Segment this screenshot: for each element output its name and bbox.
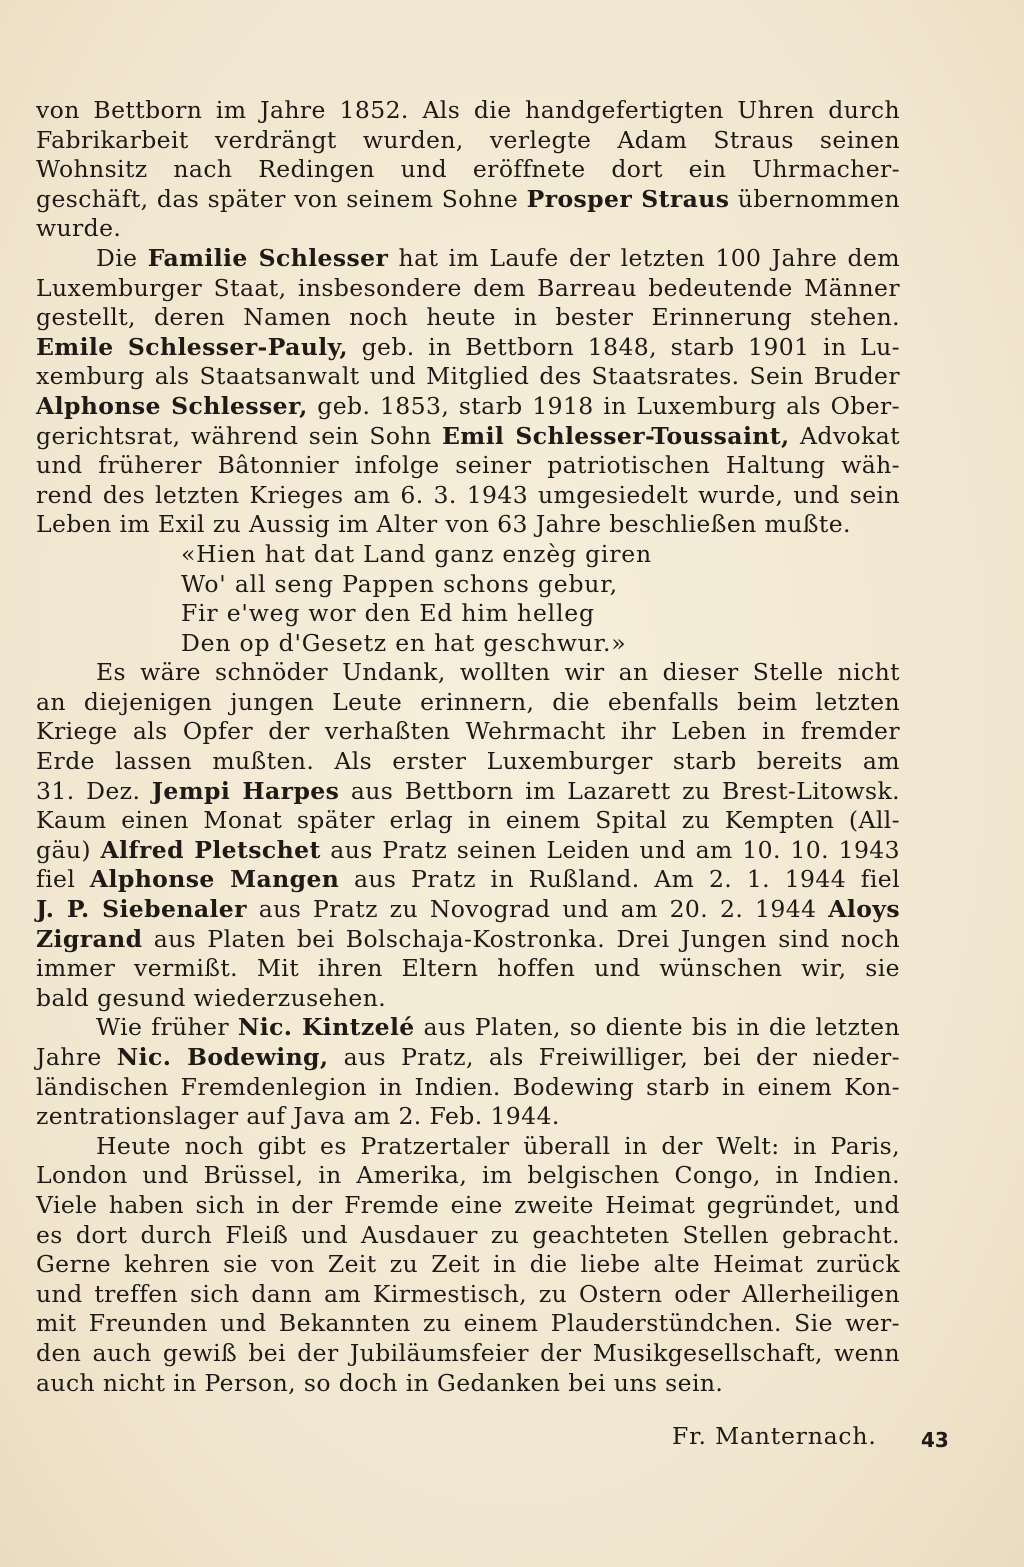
person-name: Nic. Bodewing, — [116, 1043, 329, 1071]
text-run: aus Pratz zu Novograd und am 20. 2. 1944 — [246, 895, 829, 924]
person-name: Emile Schlesser-Pauly, — [36, 332, 348, 361]
text-line — [36, 333, 900, 363]
text-line: xemburg als Staatsanwalt und Mitglied des Staatsrates. Sein Bruder — [36, 362, 900, 391]
person-name: J. P. Siebenaler — [36, 895, 247, 924]
text-run: aus Pratz, als Freiwilliger, bei der nieder- — [328, 1043, 900, 1071]
text-line: auch nicht in Person, so doch in Gedanken bei uns sein. — [36, 1368, 724, 1397]
text-line — [36, 895, 900, 925]
text-line: Fabrikarbeit verdrängt wurden, verlegte Adam Straus seinen — [36, 125, 900, 154]
text-line: ländischen Fremdenlegion in Indien. Bodewing starb in einem Kon- — [36, 1072, 900, 1101]
text-line — [36, 836, 900, 866]
text-line: es dort durch Fleiß und Ausdauer zu geachteten Stellen gebracht. — [36, 1220, 900, 1249]
text-run: aus Platen bei Bolschaja-Kostronka. Drei Jungen sind noch — [142, 924, 900, 953]
text-line — [36, 777, 900, 807]
text-line: immer vermißt. Mit ihren Eltern hoffen und wünschen wir, sie — [36, 954, 900, 983]
text-run: Jahre — [36, 1043, 117, 1071]
person-name: Emil Schlesser-Toussaint, — [442, 421, 790, 450]
text-run: geb. in Bettborn 1848, starb 1901 in Lu- — [347, 332, 900, 361]
text-line: mit Freunden und Bekannten zu einem Plauderstündchen. Sie wer- — [36, 1309, 900, 1338]
text-line: von Bettborn im Jahre 1852. Als die handgefertigten Uhren durch — [36, 96, 900, 124]
text-line: Viele haben sich in der Fremde eine zweite Heimat gegründet, und — [36, 1190, 900, 1219]
poem-line: Den op d'Gesetz en hat geschwur.» — [181, 628, 627, 657]
person-name: Alfred Pletschet — [100, 835, 321, 864]
text-line: Kaum einen Monat später erlag in einem Spital zu Kempten (All- — [36, 806, 900, 835]
text-run: 31. Dez. — [36, 776, 152, 805]
text-run: aus Pratz seinen Leiden und am 10. 10. 1943 — [320, 835, 900, 864]
poem-line: Wo' all seng Pappen schons gebur, — [181, 569, 618, 598]
text-line: Heute noch gibt es Pratzertaler überall in der Welt: in Paris, — [96, 1131, 900, 1160]
text-run: Wie früher — [96, 1013, 238, 1042]
person-name: Prosper Straus — [526, 184, 730, 213]
page-number: 43 — [921, 1428, 949, 1452]
text-line: rend des letzten Krieges am 6. 3. 1943 umgesiedelt wurde, und sein — [36, 480, 900, 509]
text-line: Kriege als Opfer der verhaßten Wehrmacht ihr Leben in fremder — [36, 717, 900, 746]
text-line: zentrationslager auf Java am 2. Feb. 1944. — [36, 1102, 560, 1131]
text-run: geschäft, das später von seinem Sohne — [36, 184, 527, 213]
author-signature: Fr. Manternach. — [672, 1422, 877, 1450]
text-run: Advokat — [789, 421, 900, 450]
text-line — [36, 185, 900, 215]
text-line: und treffen sich dann am Kirmestisch, zu Ostern oder Allerheiligen — [36, 1279, 900, 1308]
text-run: hat im Laufe der letzten 100 Jahre dem — [388, 243, 900, 272]
text-line: Erde lassen mußten. Als erster Luxemburger starb bereits am — [36, 747, 900, 776]
text-line — [36, 244, 900, 274]
text-run: übernommen — [729, 184, 900, 213]
family-name: Familie Schlesser — [147, 243, 389, 272]
text-line — [36, 1043, 900, 1073]
text-line: den auch gewiß bei der Jubiläumsfeier der Musikgesellschaft, wenn — [36, 1338, 900, 1367]
text-run: fiel — [36, 865, 90, 894]
text-line: Gerne kehren sie von Zeit zu Zeit in die liebe alte Heimat zurück — [36, 1250, 900, 1279]
text-run: aus Bettborn im Lazarett zu Brest-Litowsk. — [339, 776, 901, 805]
text-run: geb. 1853, starb 1918 in Luxemburg als Ober- — [307, 391, 900, 420]
text-line — [36, 925, 900, 955]
text-line: Leben im Exil zu Aussig im Alter von 63 Jahre beschließen mußte. — [36, 510, 851, 539]
text-line: gestellt, deren Namen noch heute in bester Erinnerung stehen. — [36, 303, 900, 332]
text-line — [36, 392, 900, 422]
poem-line: Fir e'weg wor den Ed him helleg — [181, 599, 595, 628]
person-name: Aloys — [828, 895, 900, 924]
text-line — [36, 1013, 900, 1043]
person-name: Zigrand — [36, 924, 143, 953]
text-run: aus Pratz in Rußland. Am 2. 1. 1944 fiel — [339, 865, 900, 894]
text-run: gerichtsrat, während sein Sohn — [36, 421, 442, 450]
text-line: Luxemburger Staat, insbesondere dem Barreau bedeutende Männer — [36, 273, 900, 302]
text-line: bald gesund wiederzusehen. — [36, 983, 387, 1012]
text-line: an diejenigen jungen Leute erinnern, die ebenfalls beim letzten — [36, 687, 900, 716]
person-name: Alphonse Schlesser, — [36, 391, 308, 420]
poem-line: «Hien hat dat Land ganz enzèg giren — [181, 539, 652, 568]
person-name: Nic. Kintzelé — [237, 1013, 415, 1042]
text-run: gäu) — [36, 835, 101, 864]
text-run: aus Platen, so diente bis in die letzten — [414, 1013, 900, 1042]
text-line: wurde. — [36, 214, 122, 243]
text-line: Wohnsitz nach Redingen und eröffnete dort ein Uhrmacher- — [36, 155, 900, 184]
text-line: Es wäre schnöder Undank, wollten wir an dieser Stelle nicht — [96, 658, 900, 687]
text-run: Die — [96, 243, 148, 272]
text-line: London und Brüssel, in Amerika, im belgischen Congo, in Indien. — [36, 1161, 900, 1190]
person-name: Jempi Harpes — [151, 776, 340, 805]
text-line — [36, 865, 900, 895]
article-body — [36, 96, 900, 1398]
text-line: und früherer Bâtonnier infolge seiner patriotischen Haltung wäh- — [36, 451, 900, 480]
text-line — [36, 422, 900, 452]
person-name: Alphonse Mangen — [89, 865, 340, 894]
